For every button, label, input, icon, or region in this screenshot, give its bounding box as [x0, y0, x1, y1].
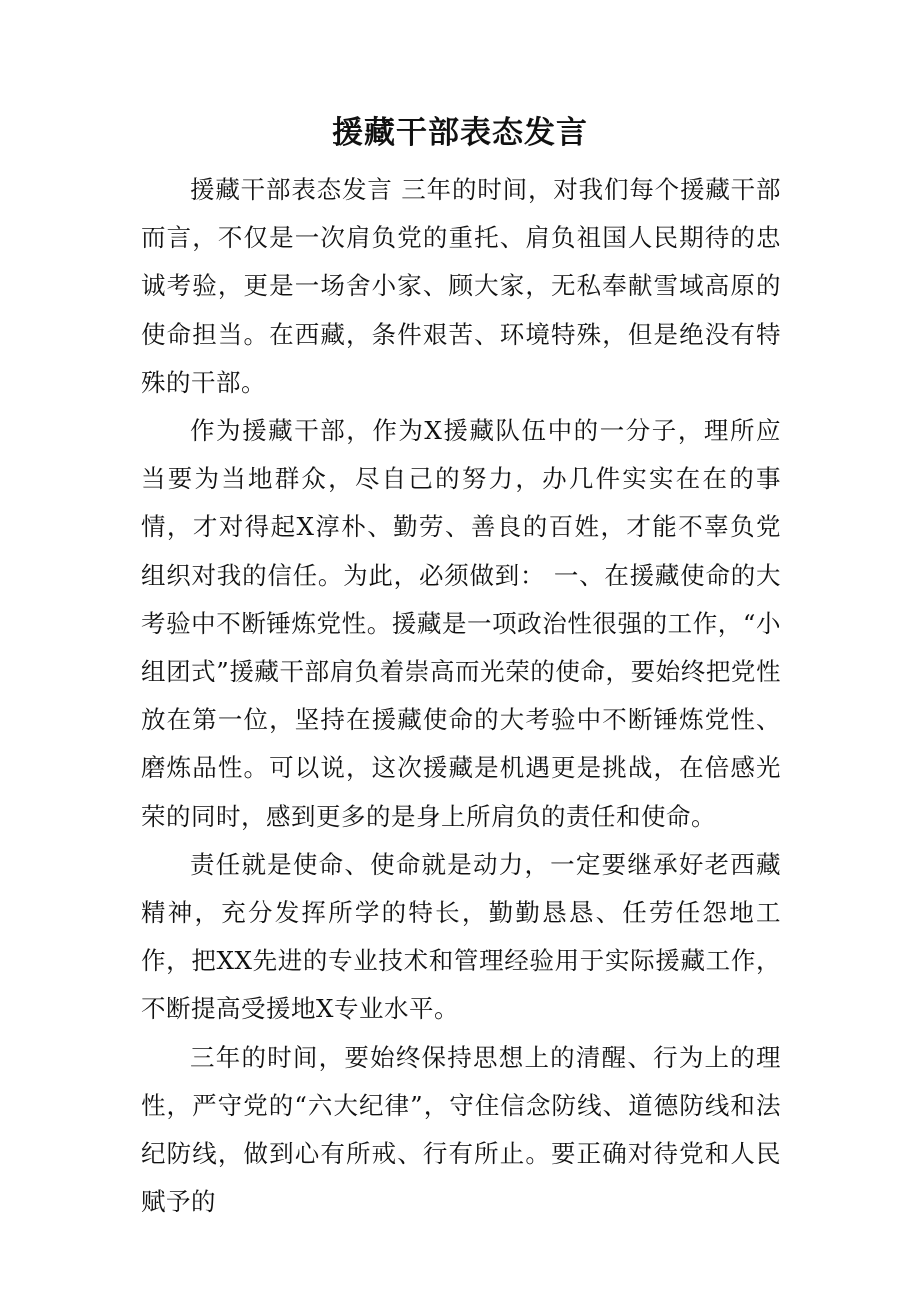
paragraph-3: 责任就是使命、使命就是动力，一定要继承好老西藏精神，充分发挥所学的特长，勤勤恳恳、任劳任怨地工作，把XX先进的专业技术和管理经验用于实际援藏工作，不断提高受援地X专业水平。: [141, 849, 781, 1024]
paragraph-1: 援藏干部表态发言 三年的时间，对我们每个援藏干部而言，不仅是一次肩负党的重托、肩负祖国人民期待的忠诚考验，更是一场舍小家、顾大家，无私奉献雪域高原的使命担当。在西藏，条件艰苦、环境特殊，但是绝没有特殊的干部。: [141, 175, 781, 397]
document-body: [141, 166, 781, 1226]
document-title: 援藏干部表态发言: [332, 115, 588, 151]
paragraph-4: 三年的时间，要始终保持思想上的清醒、行为上的理性，严守党的“六大纪律”，守住信念防线、道德防线和法纪防线，做到心有所戒、行有所止。要正确对待党和人民赋予的: [141, 1042, 781, 1217]
paragraph-2: 作为援藏干部，作为X援藏队伍中的一分子，理所应当要为当地群众，尽自己的努力，办几件实实在在的事情，才对得起X淳朴、勤劳、善良的百姓，才能不辜负党组织对我的信任。为此，必须做到： 一、在援藏使命的大考验中不断锤炼党性。援藏是一项政治性很强的工作，“小组团式”援藏干部肩负着崇高而光荣的使命，要始终把党性放在第一位，坚持在援藏使命的大考验中不断锤炼党性、磨炼品性。可以说，这次援藏是机遇更是挑战，在倍感光荣的同时，感到更多的是身上所肩负的责任和使命。: [141, 416, 781, 831]
